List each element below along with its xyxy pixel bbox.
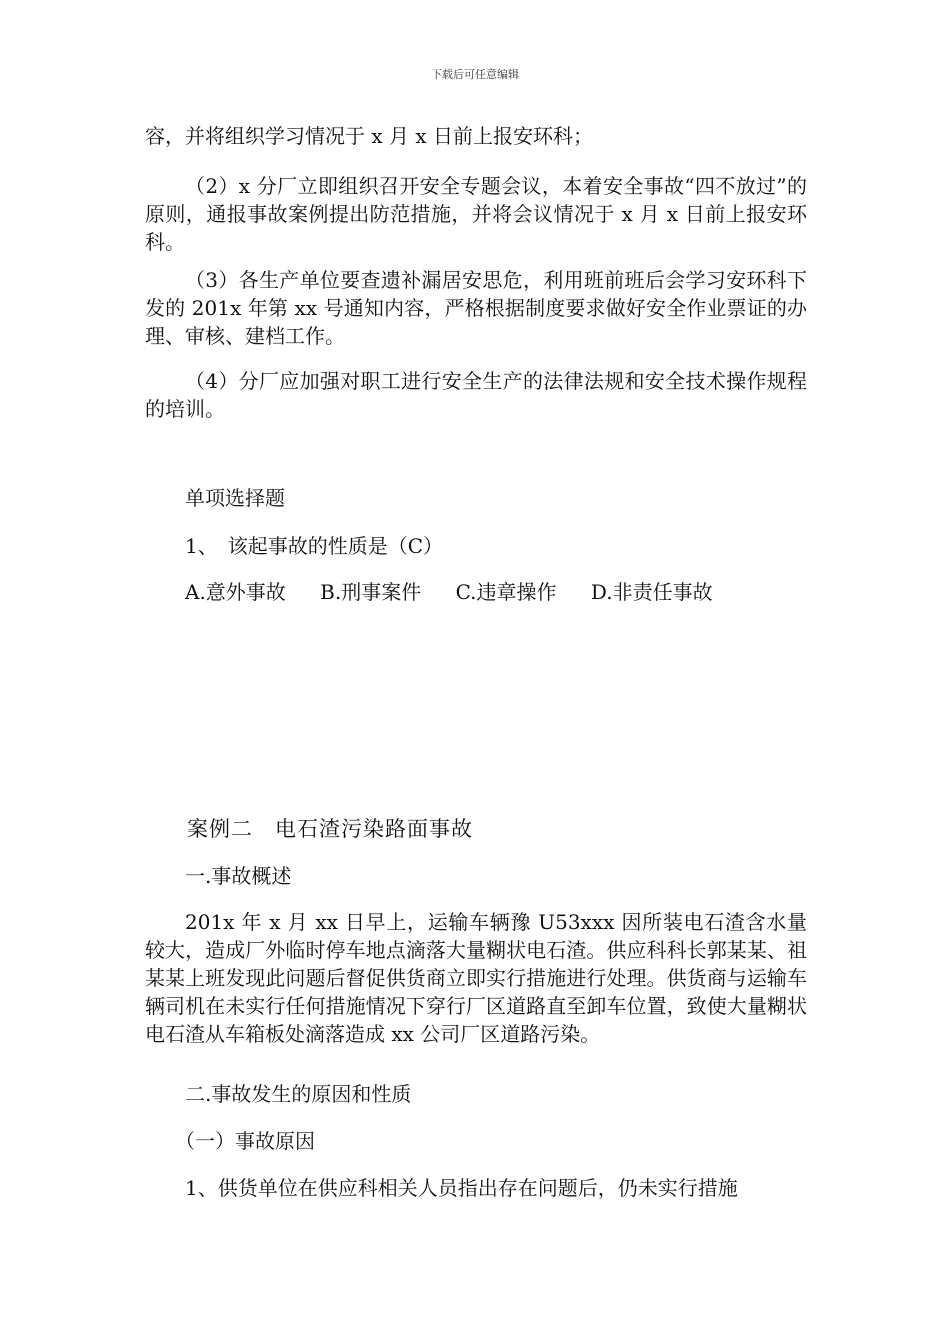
option-d: D.非责任事故 [590, 580, 713, 604]
case-title [145, 815, 807, 843]
subsection-heading: （一）事故原因 [175, 1129, 315, 1153]
section-heading-causes: 二.事故发生的原因和性质 [185, 1082, 412, 1106]
paragraph-continuation: 容，并将组织学习情况于 x 月 x 日前上报安环科； [145, 124, 593, 148]
quiz-heading: 单项选择题 [185, 486, 285, 510]
quiz-question: 1、 该起事故的性质是（C） [185, 534, 444, 558]
paragraph-item-3: （3）各生产单位要查遗补漏居安思危，利用班前班后会学习安环科下发的 201x 年第 xx 号通知内容，严格根据制度要求做好安全作业票证的办理、审核、建档工作。 [145, 268, 807, 348]
case-label: 案例二 [187, 817, 253, 841]
option-c: C.违章操作 [455, 580, 557, 604]
option-a: A.意外事故 [185, 580, 286, 604]
paragraph-item-4: （4）分厂应加强对职工进行安全生产的法律法规和安全技术操作规程的培训。 [145, 369, 807, 421]
case-name: 电石渣污染路面事故 [275, 817, 473, 841]
list-item-cause-1: 1、供货单位在供应科相关人员指出存在问题后，仍未实行措施 [185, 1176, 738, 1200]
paragraph-item-2: （2）x 分厂立即组织召开安全专题会议，本着安全事故“四不放过”的原则，通报事故案例提出防范措施，并将会议情况于 x 月 x 日前上报安环科。 [145, 174, 807, 254]
section-heading-overview: 一.事故概述 [185, 864, 292, 888]
paragraph-case-overview: 201x 年 x 月 xx 日早上，运输车辆豫 U53xxx 因所装电石渣含水量较大，造成厂外临时停车地点滴落大量糊状电石渣。供应科科长郭某某、祖某某上班发现此问题后督促供货商立即实行措施进行处理。供货商与运输车辆司机在未实行任何措施情况下穿行厂区道路直至卸车位置，致使大量糊状电石渣从车箱板处滴落造成 xx 公司厂区道路污染。 [145, 910, 807, 1046]
quiz-options [145, 578, 807, 606]
option-b: B.刑事案件 [320, 580, 422, 604]
page-header: 下载后可任意编辑 [431, 68, 519, 81]
